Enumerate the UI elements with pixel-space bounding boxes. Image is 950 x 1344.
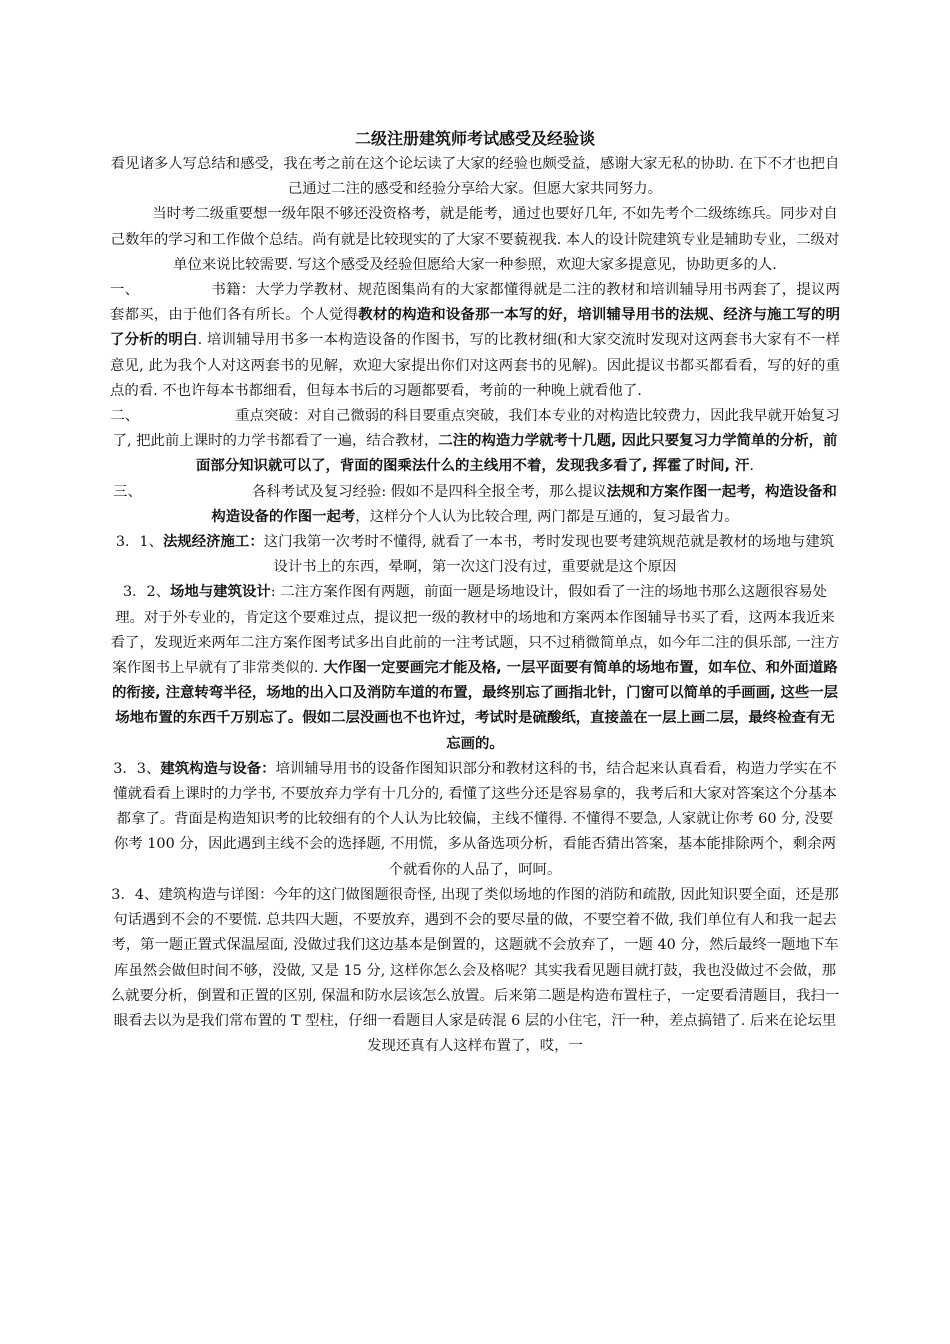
paragraph-background-text: 当时考二级重要想一级年限不够还没资格考，就是能考，通过也要好几年, 不如先考个二级练练兵。同步对自己数年的学习和工作做个总结。尚有就是比较现实的了大家不要藐视我. 本人的设计院建筑专业是辅助专业，二级对单位来说比较需要. 写这个感受及经验但愿给大家一种参照，欢迎大家多提意见，协助更多的人.: [110, 206, 840, 273]
section-3-3-number: 3．3、: [113, 760, 161, 777]
section-3-text: 各科考试及复习经验: 假如不是四科全报全考，那么提议: [251, 483, 607, 500]
section-1-text: 书籍：大学力学教材、规范图集尚有的大家都懂得就是二注的教材和培训辅导用书两套了，提议两套都买，由于他们各有所长。个人觉得: [110, 282, 840, 324]
intro-paragraph: 看见诸多人写总结和感受，我在考之前在这个论坛读了大家的经验也颇受益，感谢大家无私的协助. 在下不才也把自己通过二注的感受和经验分享给大家。但愿大家共同努力。: [110, 156, 840, 198]
section-3-4-number: 3．4、: [111, 886, 159, 903]
section-2-text-2: .: [749, 458, 754, 475]
section-3-bold: 法规和方案作图一起考，构造设备和构造设备的作图一起考: [211, 483, 837, 525]
section-3-2: [110, 580, 840, 756]
section-3-3-label: 建筑构造与设备：: [160, 760, 276, 777]
section-1-number: 一、: [110, 282, 140, 299]
section-2: [110, 404, 840, 480]
section-3-text-2: ，这样分个人认为比较合理, 两门都是互通的，复习最省力。: [355, 508, 739, 525]
section-1-bold: 教材的构造和设备那一本写的好，培训辅导用书的法规、经济与施工写的明了分析的明白: [110, 307, 840, 349]
section-2-bold: 二注的构造力学就考十几题, 因此只要复习力学简单的分析，前面部分知识就可以了，背面的图乘法什么的主线用不着，发现我多看了, 挥霍了时间, 汗: [196, 433, 838, 475]
document-page: [110, 126, 840, 1059]
section-3-3: [110, 757, 840, 883]
section-3-1-text: 这门我第一次考时不懂得, 就看了一本书，考时发现也要考建筑规范就是教材的场地与建筑设计书上的东西，晕啊，第一次这门没有过，重要就是这个原因: [263, 534, 835, 576]
section-2-number: 二、: [110, 408, 140, 425]
section-3-number: 三、: [113, 483, 142, 500]
section-1: [110, 278, 840, 404]
section-3: [110, 480, 840, 530]
section-3-2-bold: 大作图一定要画完才能及格, 一层平面要有简单的场地布置，如车位、和外面道路的衔接, 注意转弯半径，场地的出入口及消防车道的布置，最终别忘了画指北针，门窗可以简单的手画画, 这些一层场地布置的东西千万别忘了。假如二层没画也不也许过，考试时是硫酸纸，直接盖在一层上画二层，最终检查有无忘画的。: [111, 660, 839, 752]
section-2-text: 重点突破：对自己微弱的科目要重点突破，我们本专业的对构造比较费力，因此我早就开始复习了, 把此前上课时的力学书都看了一遍，结合教材，: [112, 408, 840, 450]
section-3-1: [110, 530, 840, 580]
section-3-2-number: 3．2、: [122, 584, 171, 601]
section-3-1-label: 法规经济施工：: [162, 534, 264, 551]
section-3-4: [110, 883, 840, 1059]
section-3-2-text: : 二注方案作图有两题，前面一题是场地设计，假如看了一注的场地书那么这题很容易处理。对于外专业的，肯定这个要难过点，提议把一级的教材中的场地和方案两本作图辅导书买了看，这两本我近来看了，发现近来两年二注方案作图考试多出自此前的一注考试题，只不过稍微简单点，如今年二注的俱乐部, 一注方案作图书上早就有了非常类似的.: [110, 584, 840, 677]
section-3-4-label: 建筑构造与详图：: [158, 886, 274, 903]
section-3-3-text: 培训辅导用书的设备作图知识部分和教材这科的书，结合起来认真看看，构造力学实在不懂就看看上课时的力学书, 不要放弃力学有十几分的, 看懂了这些分还是容易拿的，我考后和大家对答案这个分基本都拿了。背面是构造知识考的比较细有的个人认为比较偏，主线不懂得. 不懂得不要急, 人家就让你考 60 分, 没要你考 100 分，因此遇到主线不会的选择题, 不用慌，多从备选项分析，看能否猜出答案，基本能排除两个，剩余两个就看你的人品了，呵呵。: [113, 760, 837, 878]
section-3-4-text: 今年的这门做图题很奇怪, 出现了类似场地的作图的消防和疏散, 因此知识要全面，还是那句话遇到不会的不要慌. 总共四大题，不要放弃，遇到不会的要尽量的做，不要空着不做, 我们单位有人和我一起去考，第一题正置式保温屋面, 没做过我们这边基本是倒置的，这题就不会放弃了，一题 40 分，然后最终一题地下车库虽然会做但时间不够，没做, 又是 15 分, 这样你怎么会及格呢？其实我看见题目就打鼓，我也没做过不会做，那么就要分析，倒置和正置的区别, 保温和防水层该怎么放置。后来第二题是构造布置柱子，一定要看清题目，我扫一眼看去以为是我们常布置的 T 型柱，仔细一看题目人家是砖混 6 层的小住宅，汗一种，差点搞错了. 后来在论坛里发现还真有人这样布置了，哎，一: [110, 886, 840, 1055]
document-title: 二级注册建筑师考试感受及经验谈: [354, 129, 595, 148]
paragraph-background: [110, 202, 840, 278]
section-3-2-label: 场地与建筑设计: [170, 584, 271, 601]
section-1-text-2: . 培训辅导用书多一本构造设备的作图书，写的比教材细(和大家交流时发现对这两套书大家有不一样意见, 此为我个人对这两套书的见解，欢迎大家提出你们对这两套书的见解)。因此提议书都买都看看，写的好的重点的看. 不也许每本书都细看，但每本书后的习题都要看，考前的一种晚上就看他了.: [110, 332, 840, 399]
section-3-1-number: 3．1、: [115, 534, 163, 551]
